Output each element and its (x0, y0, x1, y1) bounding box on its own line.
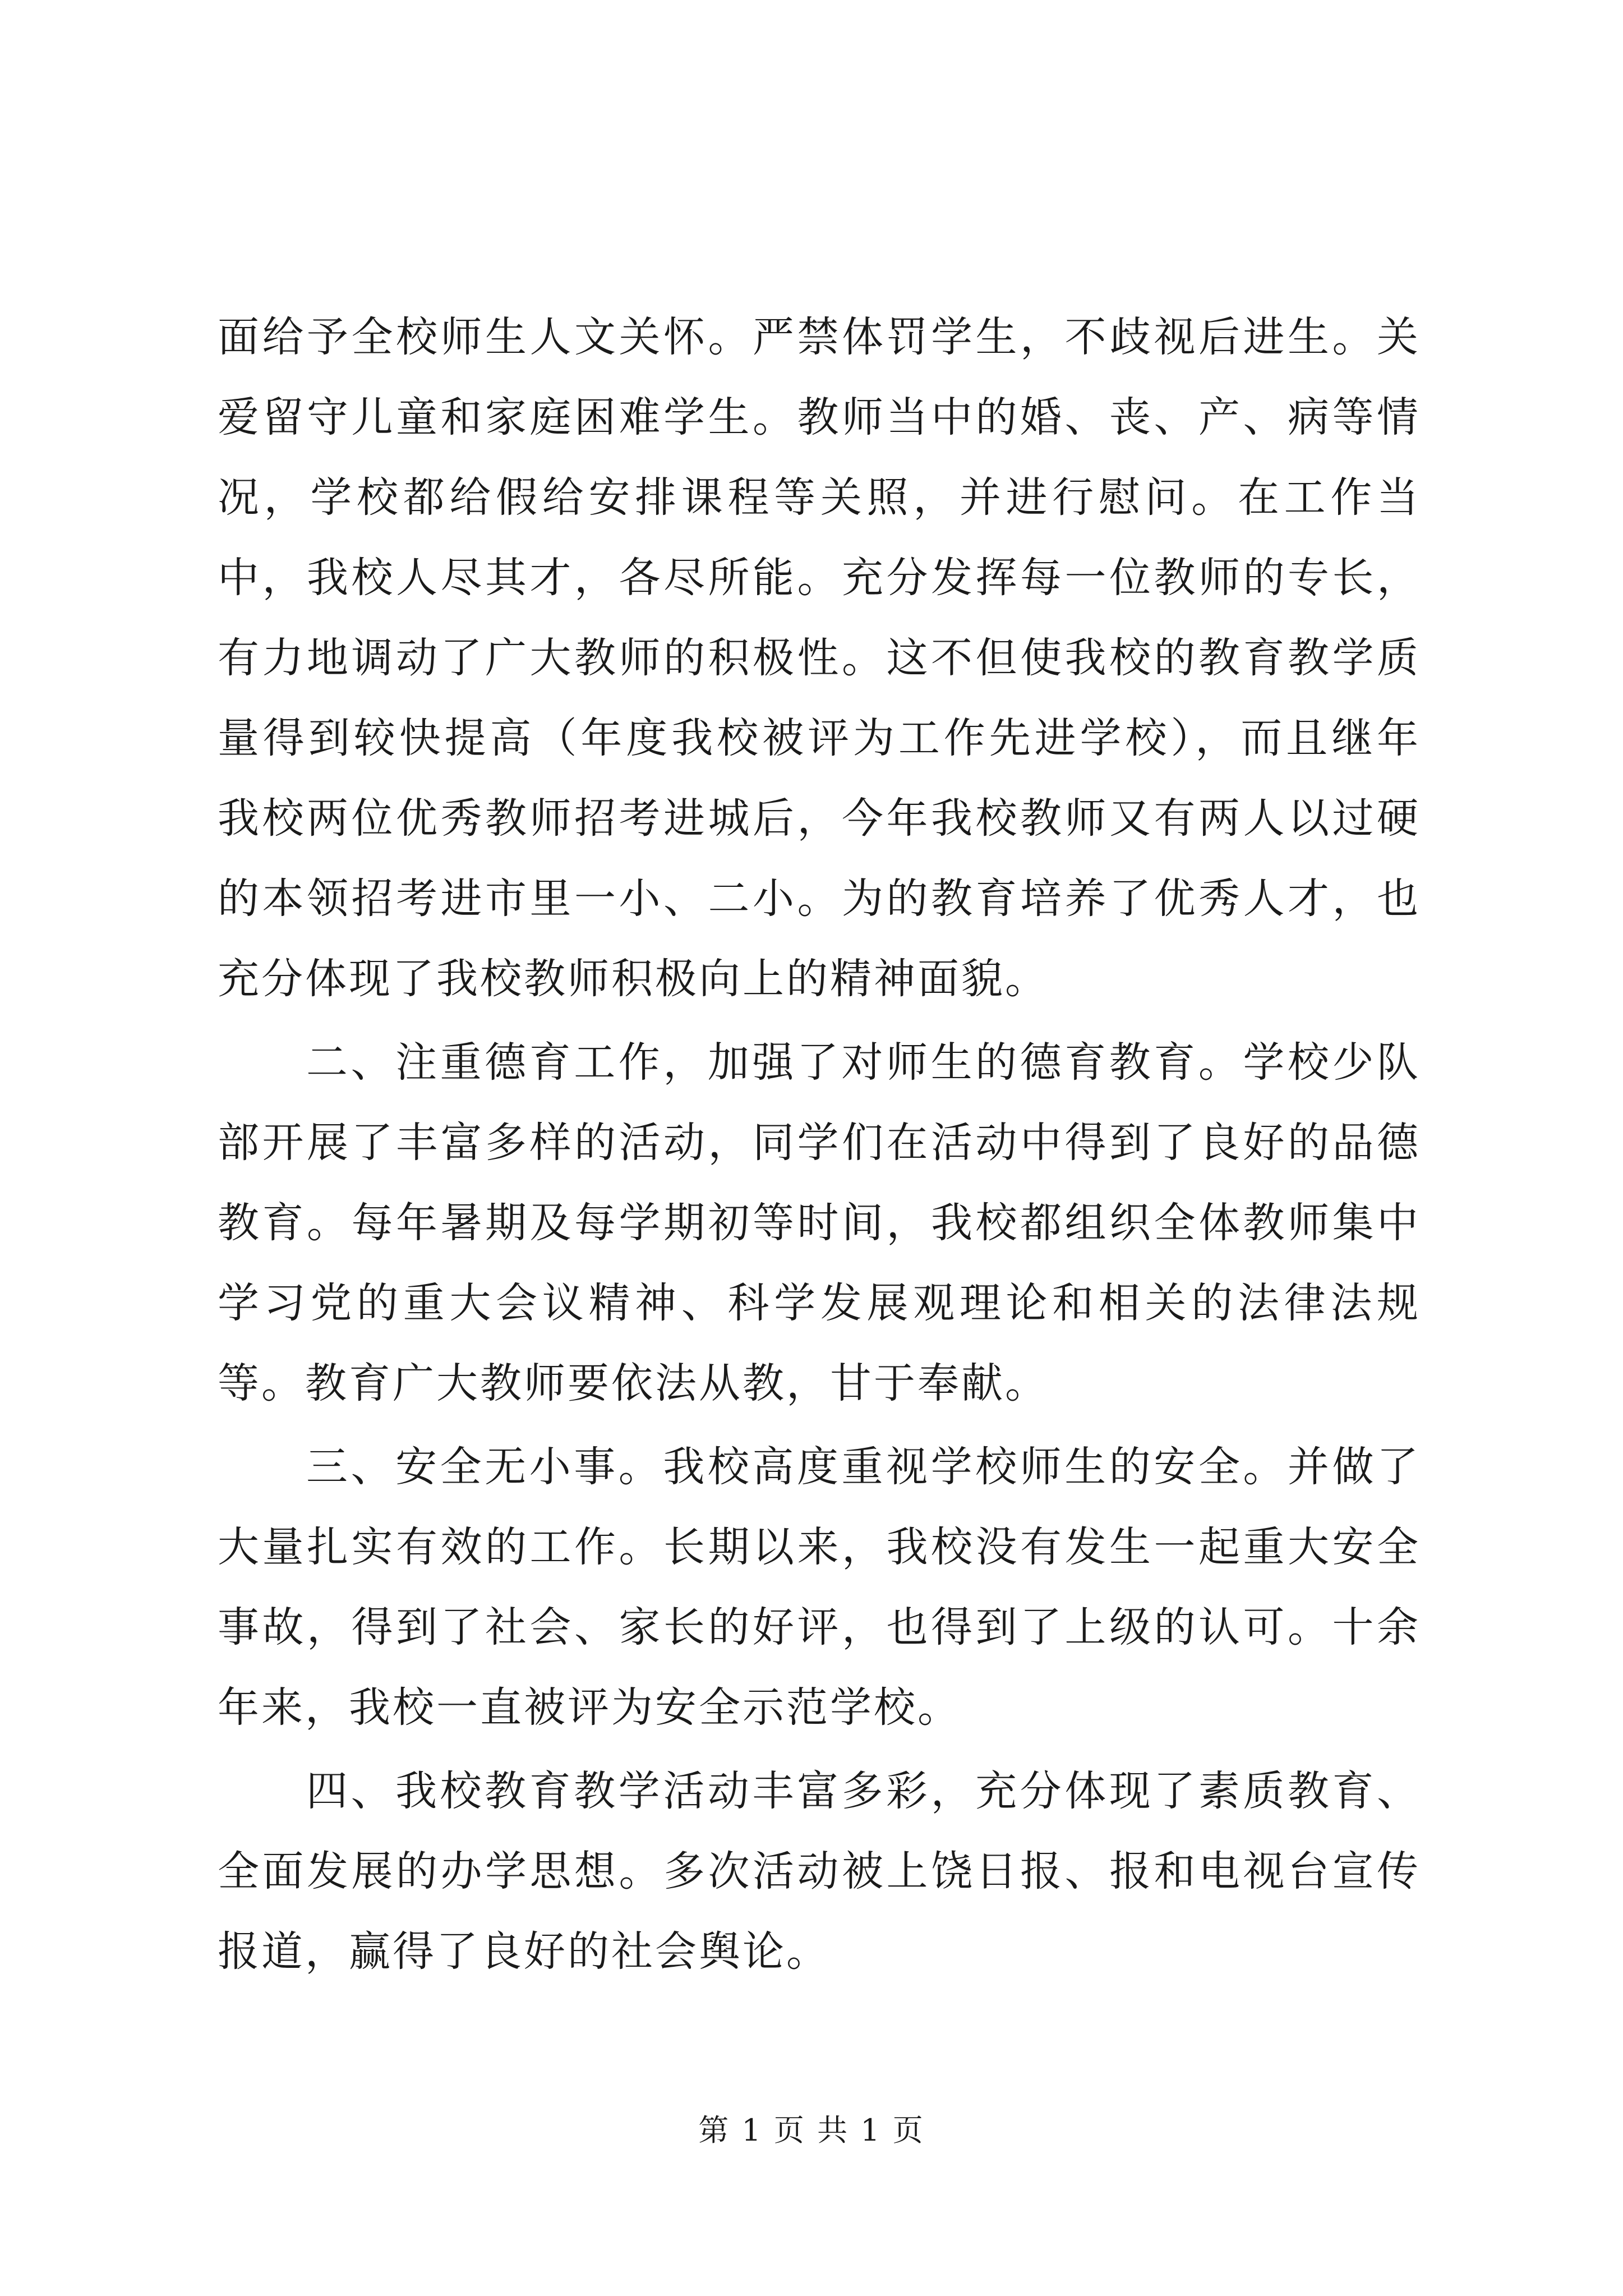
paragraph-moral-education: 二、注重德育工作，加强了对师生的德育教育。学校少队部开展了丰富多样的活动，同学们在活动中得到了良好的品德教育。每年暑期及每学期初等时间，我校都组织全体教师集中学习党的重大会议精神、科学发展观理论和相关的法律法规等。教育广大教师要依法从教，甘于奉献。 (218, 1038, 1421, 1407)
paragraph-activities: 四、我校教育教学活动丰富多彩，充分体现了素质教育、全面发展的办学思想。多次活动被上饶日报、报和电视台宣传报道，赢得了良好的社会舆论。 (218, 1767, 1421, 1976)
page-footer: 第 1 页 共 1 页 (698, 2113, 925, 2148)
paragraph-continuation: 面给予全校师生人文关怀。严禁体罚学生，不歧视后进生。关爱留守儿童和家庭困难学生。教师当中的婚、丧、产、病等情况，学校都给假给安排课程等关照，并进行慰问。在工作当中，我校人尽其才，各尽所能。充分发挥每一位教师的专长，有力地调动了广大教师的积极性。这不但使我校的教育教学质量得到较快提高（年度我校被评为工作先进学校），而且继年我校两位优秀教师招考进城后，今年我校教师又有两人以过硬的本领招考进市里一小、二小。为的教育培养了优秀人才，也充分体现了我校教师积极向上的精神面貌。 (218, 313, 1421, 1003)
paragraph-safety: 三、安全无小事。我校高度重视学校师生的安全。并做了大量扎实有效的工作。长期以来，我校没有发生一起重大安全事故，得到了社会、家长的好评，也得到了上级的认可。十余年来，我校一直被评为安全示范学校。 (218, 1443, 1421, 1732)
document-body (218, 297, 1421, 1992)
